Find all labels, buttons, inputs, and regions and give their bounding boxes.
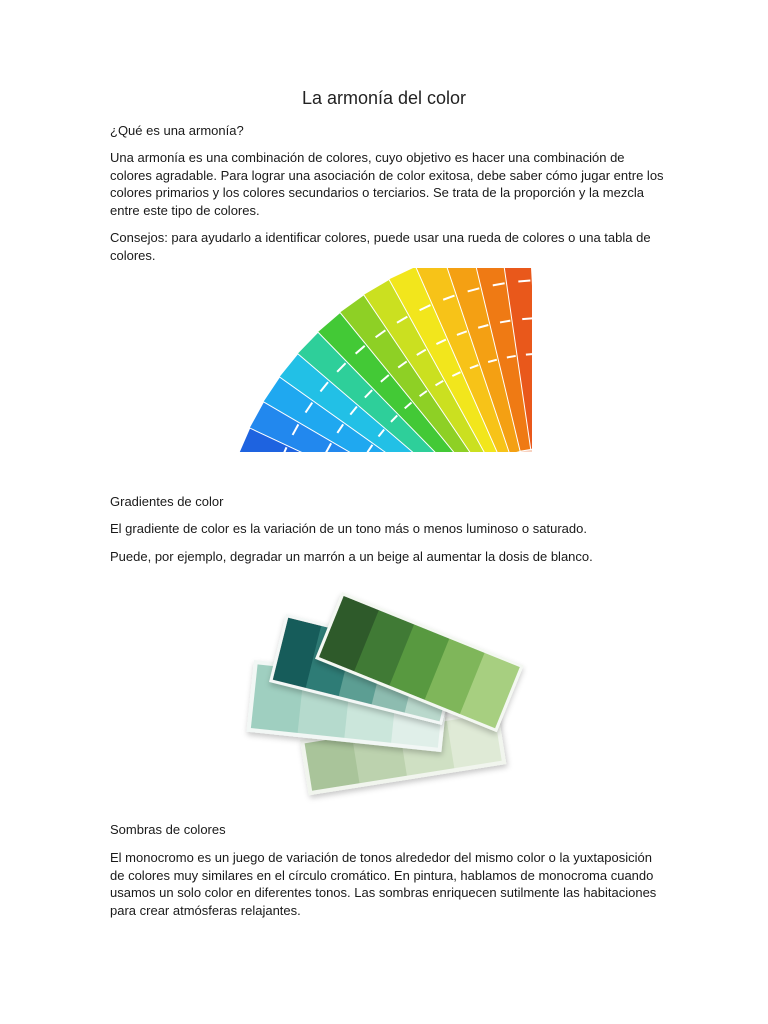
paragraph-armonia-definicion: Una armonía es una combinación de colores, cuyo objetivo es hacer una combinación de colores agradable. Para lograr una asociación de color exitosa, debe saber cómo jugar entre los colores primarios y los colores secundarios o terciarios. Se trata de la proporción y la mezcla entre este tipo de colores. [110, 150, 664, 218]
paragraph-monocromo: El monocromo es un juego de variación de tonos alrededor del mismo color o la yuxtaposición de colores muy similares en el círculo cromático. En pintura, hablamos de monocroma cuando usamos un solo color en diferentes tonos. Las sombras enriquecen sutilmente las habitaciones para crear atmósferas relajantes. [110, 850, 657, 918]
document-title: La armonía del color [301, 88, 467, 108]
paragraph-consejos: Consejos: para ayudarlo a identificar colores, puede usar una rueda de colores o una tabla de colores. [110, 230, 651, 263]
fan-divider [526, 354, 532, 355]
paragraph-gradiente-definicion: El gradiente de color es la variación de un tono más o menos luminoso o saturado. [110, 521, 587, 536]
section-heading-sombras: Sombras de colores [110, 822, 226, 837]
fan-divider [522, 318, 532, 319]
paragraph-gradiente-ejemplo: Puede, por ejemplo, degradar un marrón a un beige al aumentar la dosis de blanco. [110, 549, 593, 564]
color-fan-image [218, 268, 532, 452]
green-swatch-image [238, 582, 528, 814]
section-heading-armonia: ¿Qué es una armonía? [110, 123, 244, 138]
section-heading-gradientes: Gradientes de color [110, 494, 224, 509]
fan-divider [518, 281, 530, 282]
